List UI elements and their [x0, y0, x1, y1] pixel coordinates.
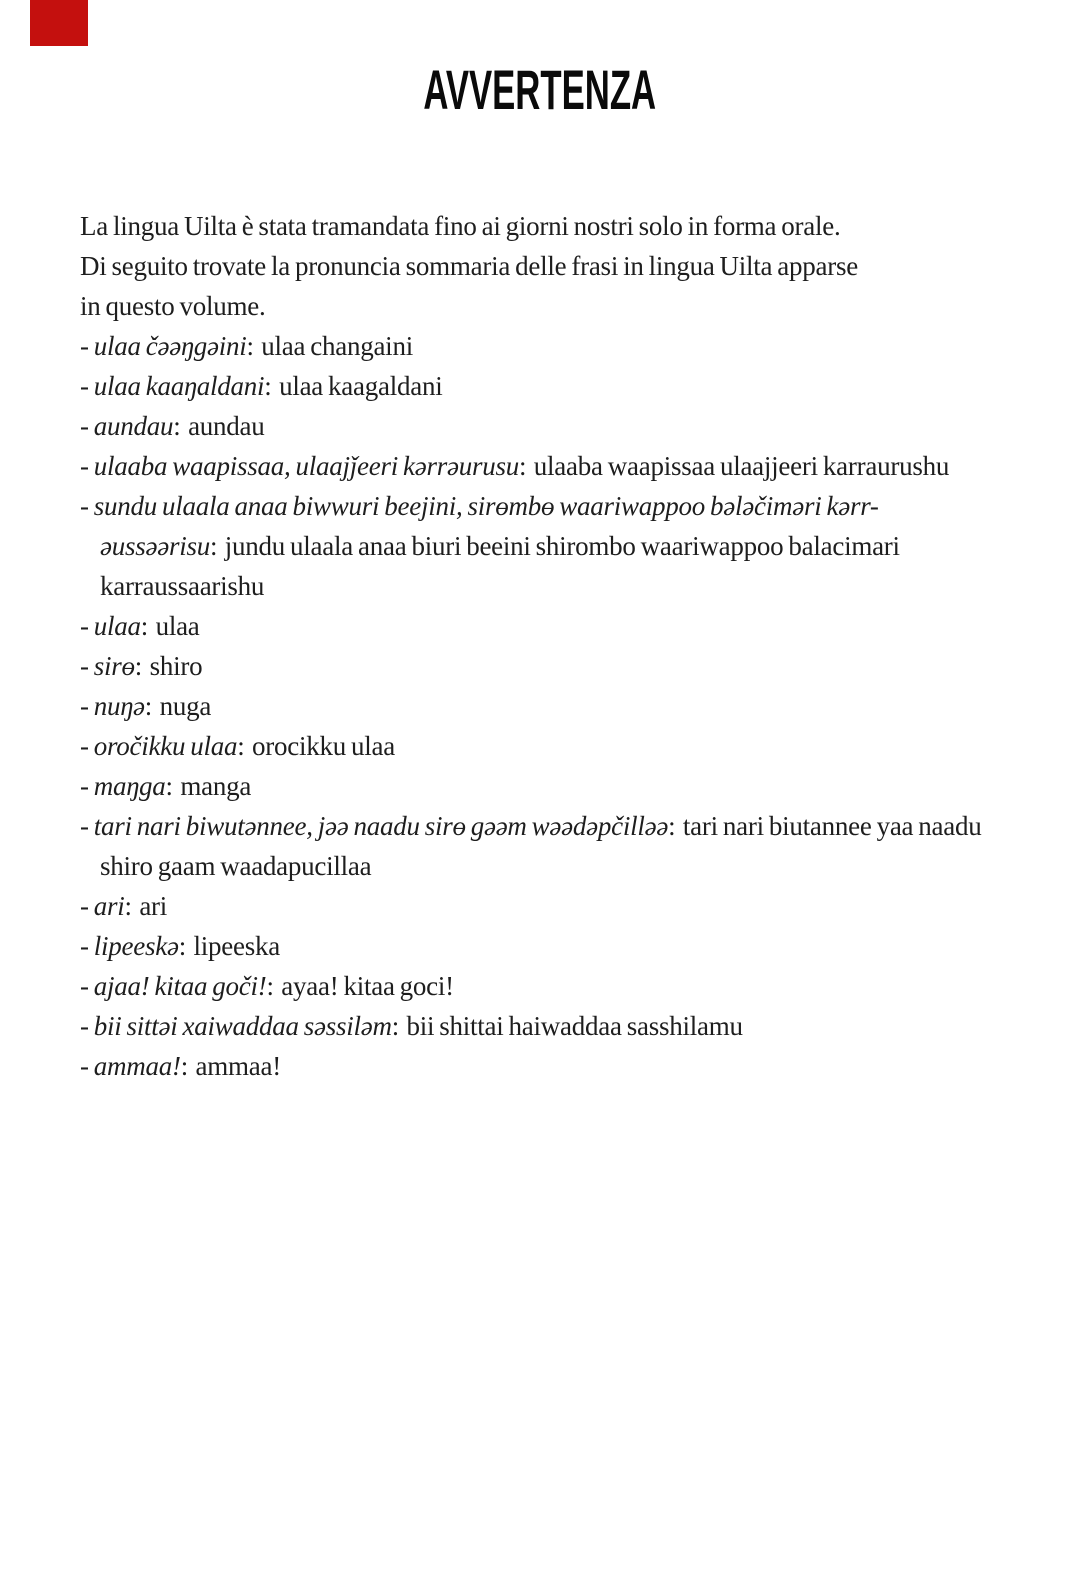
pronunciation-text: nuga [159, 691, 212, 721]
uilta-phrase: - maŋga [80, 771, 166, 801]
pronunciation-entry-list [80, 326, 996, 1086]
uilta-phrase: - aundau [80, 411, 174, 441]
page-title: AVVERTENZA [423, 58, 657, 121]
pronunciation-text: aundau [188, 411, 265, 441]
pronunciation-entry [80, 966, 996, 1006]
separator-colon: : [180, 1051, 188, 1081]
pronunciation-entry [80, 406, 996, 446]
separator-colon: : [518, 451, 527, 481]
intro-line: in questo volume. [80, 291, 266, 321]
uilta-phrase: - oročikku ulaa [80, 731, 238, 761]
separator-colon: : [173, 411, 181, 441]
pronunciation-entry [80, 486, 996, 606]
uilta-phrase: - ulaa kaaŋaldani [80, 371, 265, 401]
pronunciation-text: bii shittai haiwaddaa sasshilamu [406, 1011, 743, 1041]
pronunciation-text: tari nari biutannee yaa naadu shiro gaam waadapucillaa [100, 811, 982, 881]
pronunciation-text: lipeeska [193, 931, 280, 961]
pronunciation-text: ari [139, 891, 168, 921]
pronunciation-entry [80, 1006, 996, 1046]
pronunciation-entry [80, 886, 996, 926]
pronunciation-guide [80, 206, 996, 1086]
pronunciation-text: jundu ulaala anaa biuri beeini shirombo waariwappoo balacimari karraussaarishu [100, 531, 900, 601]
separator-colon: : [140, 611, 149, 641]
uilta-phrase: - ari [80, 891, 125, 921]
pronunciation-text: ulaaba waapissaa ulaajjeeri karraurushu [533, 451, 950, 481]
uilta-phrase: - ulaa [80, 611, 141, 641]
pronunciation-text: ulaa [155, 611, 200, 641]
separator-colon: : [144, 691, 153, 721]
pronunciation-entry [80, 606, 996, 646]
separator-colon: : [209, 531, 218, 561]
pronunciation-text: ulaa kaagaldani [279, 371, 443, 401]
separator-colon: : [264, 371, 272, 401]
separator-colon: : [165, 771, 173, 801]
pronunciation-entry [80, 366, 996, 406]
pronunciation-entry [80, 646, 996, 686]
uilta-phrase: - lipeeskə [80, 931, 179, 961]
page-header [0, 58, 1080, 121]
uilta-phrase: - nuŋə [80, 691, 145, 721]
pronunciation-text: shiro [149, 651, 203, 681]
uilta-phrase: - ajaa! kitaa goči! [80, 971, 267, 1001]
red-corner-marker [30, 0, 88, 46]
separator-colon: : [668, 811, 676, 841]
uilta-phrase: - sirɵ [80, 651, 135, 681]
pronunciation-text: ulaa changaini [261, 331, 413, 361]
separator-colon: : [124, 891, 132, 921]
pronunciation-text: manga [180, 771, 252, 801]
intro-paragraph [80, 206, 996, 326]
uilta-phrase: - ulaa čəəŋgəini [80, 331, 247, 361]
separator-colon: : [237, 731, 245, 761]
uilta-phrase: - tari nari biwutənnee, jəə naadu sirɵ gəəm wəədəpčilləə [80, 811, 669, 841]
separator-colon: : [246, 331, 254, 361]
pronunciation-entry [80, 726, 996, 766]
separator-colon: : [266, 971, 274, 1001]
pronunciation-text: ammaa! [195, 1051, 281, 1081]
uilta-phrase: - bii sittəi xaiwaddaa səssiləm [80, 1011, 392, 1041]
intro-line: La lingua Uilta è stata tramandata fino ai giorni nostri solo in forma orale. [80, 211, 841, 241]
uilta-phrase: - ammaa! [80, 1051, 181, 1081]
pronunciation-entry [80, 766, 996, 806]
pronunciation-entry [80, 1046, 996, 1086]
pronunciation-entry [80, 446, 996, 486]
intro-line: Di seguito trovate la pronuncia sommaria delle frasi in lingua Uilta apparse [80, 251, 858, 281]
uilta-phrase: - sundu ulaala anaa biwwuri beejini, sirɵmbɵ waariwappoo bələčiməri kərr-əussəərisu [80, 491, 879, 561]
pronunciation-entry [80, 686, 996, 726]
separator-colon: : [134, 651, 143, 681]
uilta-phrase: - ulaaba waapissaa, ulaajǰeeri kərrəurusu [80, 451, 519, 481]
pronunciation-entry [80, 806, 996, 886]
pronunciation-text: orocikku ulaa [252, 731, 395, 761]
pronunciation-entry [80, 926, 996, 966]
separator-colon: : [178, 931, 186, 961]
pronunciation-text: ayaa! kitaa goci! [281, 971, 454, 1001]
pronunciation-entry [80, 326, 996, 366]
separator-colon: : [391, 1011, 399, 1041]
